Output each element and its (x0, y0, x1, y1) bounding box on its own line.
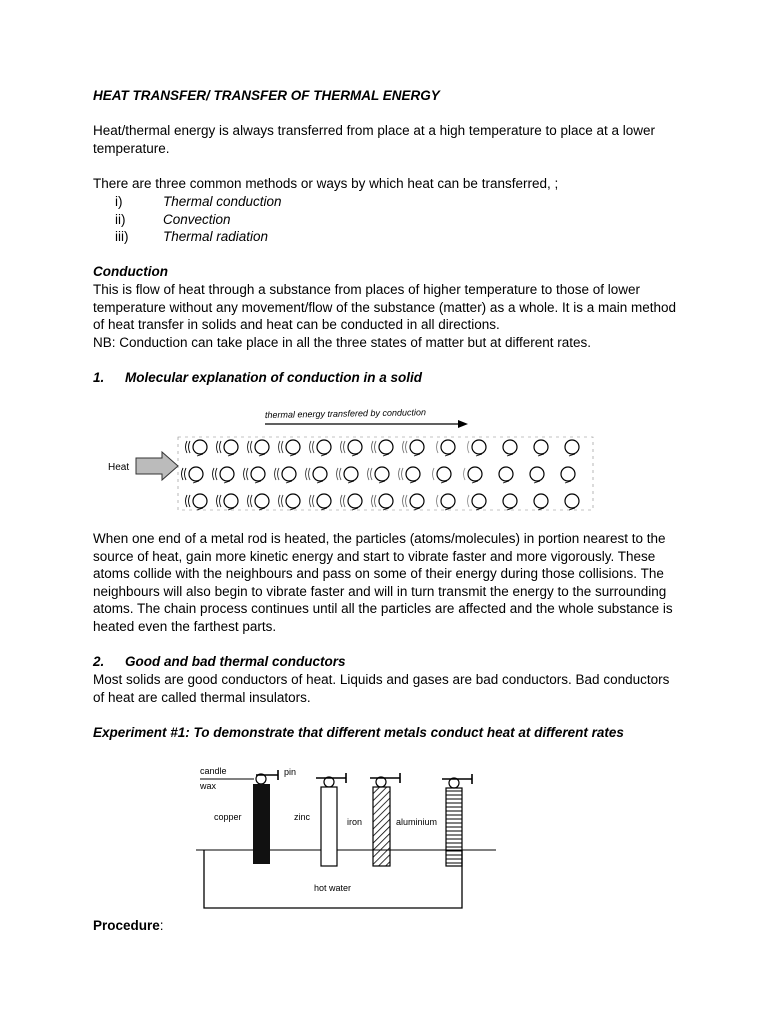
list-item (93, 193, 683, 211)
vibration-mark (216, 468, 218, 480)
zinc-label: zinc (294, 812, 311, 822)
particle-grid (182, 440, 580, 510)
rod-outline (178, 437, 593, 510)
vibration-mark (344, 441, 346, 453)
zinc-rod (321, 787, 337, 866)
intro-paragraph: Heat/thermal energy is always transferred from place at a high temperature to place at a lower temperature. (93, 123, 656, 156)
candle-label: candle (200, 766, 227, 776)
particle (472, 440, 486, 454)
vibration-mark (313, 495, 315, 507)
vibration-mark (244, 468, 246, 480)
section2-paragraph: Most solids are good conductors of heat. Liquids and gases are bad conductors. Bad conductors of heat are called thermal insulators. (93, 672, 670, 705)
vibration-mark (437, 441, 439, 453)
list-item-number: iii) (115, 229, 129, 245)
pin-label: pin (284, 767, 297, 777)
particle (282, 467, 296, 481)
particle (224, 494, 238, 508)
vibration-mark (217, 495, 219, 507)
list-item-text: Thermal conduction (163, 194, 282, 209)
vibration-mark (189, 441, 191, 453)
vibration-mark (437, 495, 439, 507)
section1-heading (93, 369, 683, 387)
vibration-mark (220, 441, 222, 453)
vibration-mark (433, 468, 435, 480)
particle (193, 494, 207, 508)
particle (193, 440, 207, 454)
vibration-mark (213, 468, 215, 480)
particle (503, 494, 517, 508)
iron-rod (373, 787, 390, 866)
list-item (93, 228, 683, 246)
vibration-mark (186, 495, 188, 507)
vibration-mark (371, 468, 373, 480)
vibration-mark (313, 441, 315, 453)
vibration-mark (248, 441, 250, 453)
particle (410, 494, 424, 508)
vibration-mark (375, 495, 377, 507)
procedure-label-text: Procedure (93, 918, 160, 933)
vibration-mark (282, 441, 284, 453)
vibration-mark (248, 495, 250, 507)
particle (565, 440, 579, 454)
particle (255, 440, 269, 454)
section1-title: Molecular explanation of conduction in a solid (125, 370, 423, 385)
vibration-mark (399, 468, 401, 480)
vibration-mark (403, 441, 405, 453)
vibration-mark (189, 495, 191, 507)
particle (379, 494, 393, 508)
procedure-colon: : (159, 918, 164, 933)
vibration-mark (310, 495, 312, 507)
iron-label: iron (347, 817, 363, 827)
particle (317, 440, 331, 454)
vibration-mark (186, 441, 188, 453)
vibration-mark (220, 495, 222, 507)
conduction-particles-figure (100, 402, 600, 520)
arrow-label: thermal energy transfered by conduction (264, 407, 427, 420)
particle (344, 467, 358, 481)
list-item-number: ii) (115, 211, 126, 227)
page-title: HEAT TRANSFER/ TRANSFER OF THERMAL ENERGY (93, 88, 440, 103)
list-item-text: Thermal radiation (163, 229, 269, 245)
vibration-mark (406, 441, 408, 453)
section2-heading (93, 653, 683, 671)
particle (189, 467, 203, 481)
particle (286, 440, 300, 454)
vibration-mark (278, 468, 280, 480)
copper-rod (253, 784, 270, 864)
section1-number: 1. (93, 370, 105, 385)
vibration-mark (282, 495, 284, 507)
vibration-mark (341, 495, 343, 507)
particle (468, 467, 482, 481)
particle (220, 467, 234, 481)
vibration-mark (372, 441, 374, 453)
section1-paragraph: When one end of a metal rod is heated, the particles (atoms/molecules) in portion nearest to the source of heat, gain more kinetic energy and start to vibrate faster and more vigorously. These atoms collide with the neighbours and pass on some of their energy during those collisions. The neighbours will also begin to vibrate faster and will in turn transmit the energy to the surrounding atoms. The chain process continues until all the particles are affected and the whole substance is heated even the farthest parts. (93, 531, 673, 634)
vibration-mark (247, 468, 249, 480)
vibration-mark (337, 468, 339, 480)
vibration-mark (468, 441, 470, 453)
hot-water-label: hot water (314, 883, 352, 893)
particle (499, 467, 513, 481)
vibration-mark (406, 495, 408, 507)
heat-label: Heat (108, 462, 130, 473)
particle (313, 467, 327, 481)
particle (348, 440, 362, 454)
heat-arrow-icon (136, 452, 178, 480)
list-item-text: Convection (163, 211, 231, 227)
vibration-mark (279, 441, 281, 453)
particle (441, 494, 455, 508)
methods-list (93, 193, 683, 246)
particle (534, 440, 548, 454)
particle (561, 467, 575, 481)
particle (534, 494, 548, 508)
conduction-paragraph: This is flow of heat through a substance from places of higher temperature to those of lower temperature without any movement/flow of the substance (matter) as a whole. It is a main method of heat transfer in solids and heat can be conducted in all directions. (93, 282, 677, 333)
vibration-mark (251, 441, 253, 453)
vibration-mark (375, 441, 377, 453)
wax-label: wax (200, 781, 217, 791)
vibration-mark (310, 441, 312, 453)
particle (317, 494, 331, 508)
section2-number: 2. (93, 654, 105, 669)
particle (441, 440, 455, 454)
vibration-mark (372, 495, 374, 507)
vibration-mark (306, 468, 308, 480)
particle (348, 494, 362, 508)
list-item-number: i) (115, 194, 123, 209)
methods-paragraph: There are three common methods or ways by which heat can be transferred, ; (93, 176, 559, 191)
particle (472, 494, 486, 508)
experiment-figure (196, 758, 496, 916)
particle (255, 494, 269, 508)
list-item (93, 211, 683, 229)
aluminium-label: aluminium (396, 817, 438, 827)
vibration-mark (185, 468, 187, 480)
particle (286, 494, 300, 508)
vibration-mark (275, 468, 277, 480)
vibration-mark (341, 441, 343, 453)
particle (410, 440, 424, 454)
vibration-mark (309, 468, 311, 480)
particle (224, 440, 238, 454)
procedure-label (93, 917, 683, 935)
vibration-mark (217, 441, 219, 453)
particle (503, 440, 517, 454)
vibration-mark (344, 495, 346, 507)
particle (530, 467, 544, 481)
particle (565, 494, 579, 508)
vibration-mark (251, 495, 253, 507)
vibration-mark (182, 468, 184, 480)
vibration-mark (403, 495, 405, 507)
particle (251, 467, 265, 481)
vibration-mark (464, 468, 466, 480)
vibration-mark (340, 468, 342, 480)
vibration-mark (279, 495, 281, 507)
conduction-note: NB: Conduction can take place in all the three states of matter but at different rates. (93, 335, 592, 350)
vibration-mark (368, 468, 370, 480)
particle (406, 467, 420, 481)
copper-label: copper (214, 812, 242, 822)
aluminium-rod (446, 788, 462, 866)
particle (437, 467, 451, 481)
vibration-mark (468, 495, 470, 507)
energy-arrow-head (458, 420, 468, 428)
particle (375, 467, 389, 481)
vibration-mark (402, 468, 404, 480)
conduction-heading: Conduction (93, 264, 168, 279)
section2-title: Good and bad thermal conductors (125, 654, 346, 669)
experiment-heading: Experiment #1: To demonstrate that different metals conduct heat at different rates (93, 725, 624, 740)
particle (379, 440, 393, 454)
